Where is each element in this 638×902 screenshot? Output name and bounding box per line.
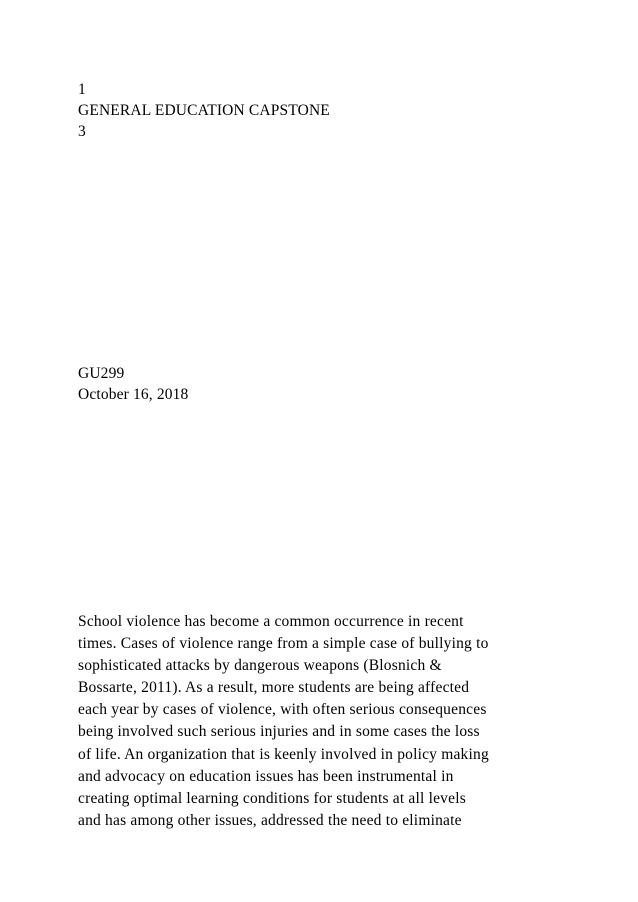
body-line: being involved such serious injuries and in some cases the loss [78, 723, 480, 741]
body-line: School violence has become a common occurrence in recent [78, 613, 464, 630]
body-line: sophisticated attacks by dangerous weapons (Blosnich & [78, 657, 442, 675]
document-date: October 16, 2018 [78, 386, 189, 403]
body-line: of life. An organization that is keenly involved in policy making [78, 745, 489, 763]
page-number: 1 [78, 81, 86, 98]
body-line: Bossarte, 2011). As a result, more students are being affected [78, 679, 470, 697]
running-title: GENERAL EDUCATION CAPSTONE [78, 102, 330, 119]
body-line: creating optimal learning conditions for students at all levels [78, 789, 466, 807]
document-header [78, 79, 330, 142]
body-line: times. Cases of violence range from a simple case of bullying to [78, 635, 489, 653]
body-paragraph [78, 611, 578, 832]
body-line: and has among other issues, addressed the need to eliminate [78, 811, 462, 829]
body-line: each year by cases of violence, with often serious consequences [78, 701, 487, 719]
document-meta [78, 363, 188, 405]
header-number: 3 [78, 123, 86, 140]
body-line: and advocacy on education issues has been instrumental in [78, 767, 454, 785]
course-code: GU299 [78, 365, 125, 382]
